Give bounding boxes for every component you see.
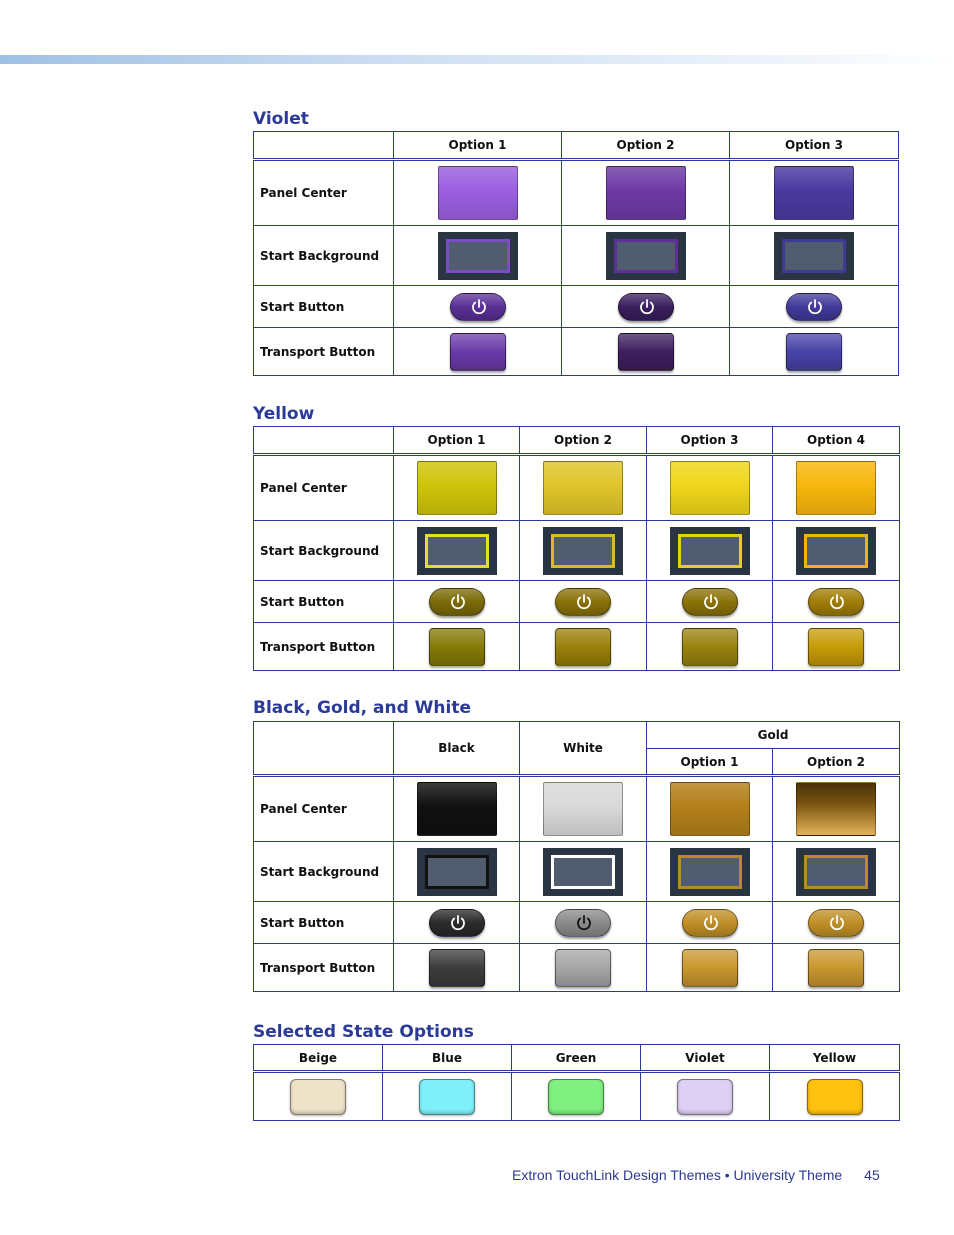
start-background-frame	[804, 534, 868, 568]
row-label-transport-button: Transport Button	[254, 944, 394, 992]
start-background-frame	[614, 239, 678, 273]
panel-center-swatch	[796, 461, 876, 515]
bgw-table	[253, 721, 900, 992]
panel-center-swatch	[417, 782, 497, 836]
column-header: Option 2	[520, 427, 647, 455]
transport-button-swatch	[682, 628, 738, 666]
start-background-frame	[425, 534, 489, 568]
header-blank-cell	[254, 722, 394, 776]
row-label-panel-center: Panel Center	[254, 776, 394, 842]
start-button-swatch	[808, 909, 864, 937]
start-background-swatch	[417, 527, 497, 575]
power-icon	[828, 914, 846, 932]
row-label-transport-button: Transport Button	[254, 328, 394, 376]
start-background-swatch	[670, 527, 750, 575]
start-button-swatch	[682, 909, 738, 937]
start-button-swatch	[618, 293, 674, 321]
yellow-section-title: Yellow	[253, 404, 315, 424]
power-icon	[449, 593, 467, 611]
start-background-swatch	[774, 232, 854, 280]
column-header: Blue	[383, 1045, 512, 1072]
panel-center-swatch	[417, 461, 497, 515]
row-label-start-button: Start Button	[254, 581, 394, 623]
panel-center-swatch	[670, 782, 750, 836]
page-number: 45	[864, 1167, 880, 1183]
row-label-start-button: Start Button	[254, 286, 394, 328]
row-label-start-background: Start Background	[254, 226, 394, 286]
start-background-frame	[678, 855, 742, 889]
panel-center-swatch	[774, 166, 854, 220]
start-background-swatch	[606, 232, 686, 280]
violet-table	[253, 131, 899, 376]
power-icon	[449, 914, 467, 932]
transport-button-swatch	[450, 333, 506, 371]
selected-state-swatch	[677, 1079, 733, 1115]
start-button-swatch	[555, 588, 611, 616]
row-label-start-background: Start Background	[254, 521, 394, 581]
panel-center-swatch	[606, 166, 686, 220]
transport-button-swatch	[808, 949, 864, 987]
power-icon	[575, 593, 593, 611]
panel-center-swatch	[543, 461, 623, 515]
start-background-frame	[551, 534, 615, 568]
selected-state-swatch	[548, 1079, 604, 1115]
transport-button-swatch	[555, 628, 611, 666]
selected-state-swatch	[807, 1079, 863, 1115]
power-icon	[806, 298, 824, 316]
transport-button-swatch	[808, 628, 864, 666]
start-background-frame	[425, 855, 489, 889]
column-header: Option 3	[730, 132, 899, 160]
power-icon	[702, 914, 720, 932]
transport-button-swatch	[618, 333, 674, 371]
group-header-gold: Gold	[647, 722, 900, 749]
start-background-swatch	[417, 848, 497, 896]
power-icon	[702, 593, 720, 611]
column-header: Black	[394, 722, 520, 776]
start-button-swatch	[682, 588, 738, 616]
header-blank-cell	[254, 132, 394, 160]
start-background-swatch	[670, 848, 750, 896]
column-header: White	[520, 722, 647, 776]
violet-section-title: Violet	[253, 109, 309, 129]
column-header: Option 3	[647, 427, 773, 455]
start-button-swatch	[555, 909, 611, 937]
column-header: Option 2	[773, 749, 900, 776]
footer-doc-title: Extron TouchLink Design Themes • University Theme	[512, 1167, 843, 1183]
header-gradient-bar	[0, 55, 954, 64]
column-header: Option 1	[394, 427, 520, 455]
start-background-frame	[804, 855, 868, 889]
power-icon	[575, 914, 593, 932]
column-header: Yellow	[770, 1045, 900, 1072]
start-button-swatch	[808, 588, 864, 616]
transport-button-swatch	[682, 949, 738, 987]
start-background-frame	[678, 534, 742, 568]
start-background-swatch	[543, 527, 623, 575]
row-label-start-button: Start Button	[254, 902, 394, 944]
transport-button-swatch	[429, 949, 485, 987]
column-header: Option 2	[562, 132, 730, 160]
page-footer	[512, 1167, 880, 1183]
row-label-panel-center: Panel Center	[254, 455, 394, 521]
transport-button-swatch	[555, 949, 611, 987]
start-background-swatch	[543, 848, 623, 896]
panel-center-swatch	[796, 782, 876, 836]
panel-center-swatch	[438, 166, 518, 220]
panel-center-swatch	[543, 782, 623, 836]
selected-section-title: Selected State Options	[253, 1022, 474, 1042]
start-background-swatch	[796, 848, 876, 896]
start-background-swatch	[438, 232, 518, 280]
column-header: Option 4	[773, 427, 900, 455]
row-label-panel-center: Panel Center	[254, 160, 394, 226]
header-blank-cell	[254, 427, 394, 455]
yellow-table	[253, 426, 900, 671]
selected-state-table	[253, 1044, 900, 1121]
start-background-frame	[782, 239, 846, 273]
start-button-swatch	[450, 293, 506, 321]
column-header: Violet	[641, 1045, 770, 1072]
row-label-start-background: Start Background	[254, 842, 394, 902]
panel-center-swatch	[670, 461, 750, 515]
selected-state-swatch	[419, 1079, 475, 1115]
power-icon	[638, 298, 656, 316]
start-background-swatch	[796, 527, 876, 575]
transport-button-swatch	[786, 333, 842, 371]
power-icon	[470, 298, 488, 316]
column-header: Beige	[254, 1045, 383, 1072]
row-label-transport-button: Transport Button	[254, 623, 394, 671]
start-button-swatch	[429, 909, 485, 937]
start-background-frame	[551, 855, 615, 889]
power-icon	[828, 593, 846, 611]
column-header: Option 1	[647, 749, 773, 776]
transport-button-swatch	[429, 628, 485, 666]
start-button-swatch	[429, 588, 485, 616]
column-header: Green	[512, 1045, 641, 1072]
selected-state-swatch	[290, 1079, 346, 1115]
start-button-swatch	[786, 293, 842, 321]
bgw-section-title: Black, Gold, and White	[253, 698, 472, 718]
start-background-frame	[446, 239, 510, 273]
column-header: Option 1	[394, 132, 562, 160]
